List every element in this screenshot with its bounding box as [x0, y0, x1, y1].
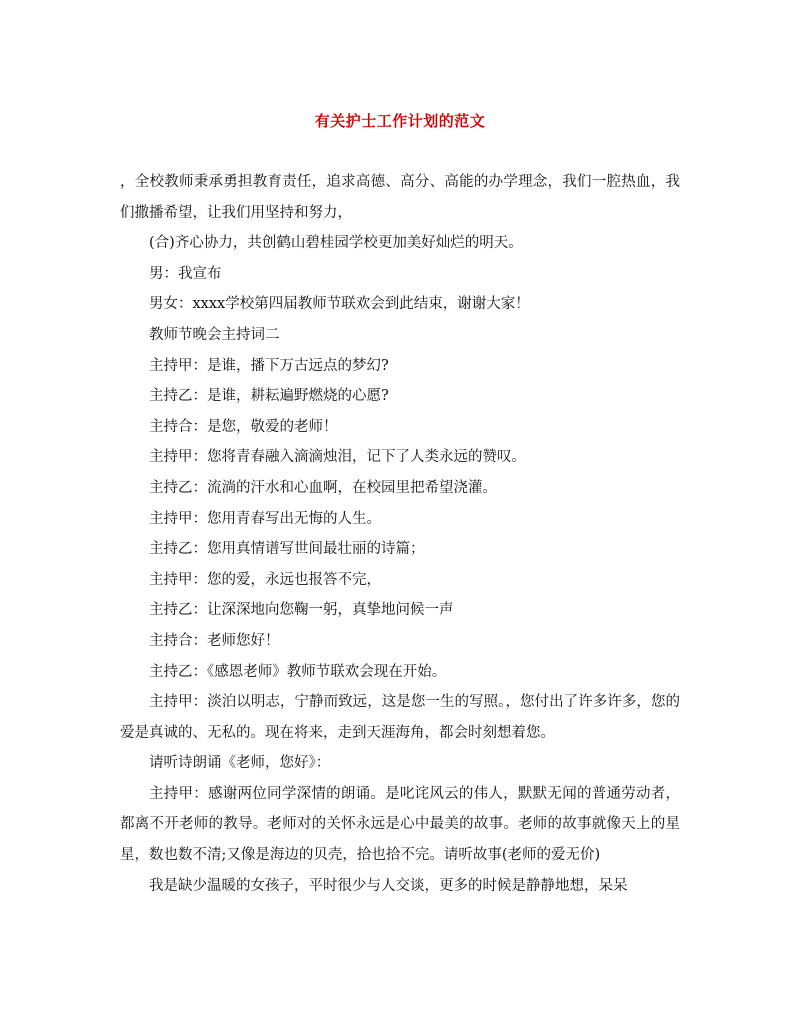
- paragraph: ，全校教师秉承勇担教育责任，追求高德、高分、高能的办学理念，我们一腔热血，我们撒播希望，让我们用坚持和努力，: [120, 174, 680, 221]
- paragraph: 主持乙：《感恩老师》教师节联欢会现在开始。: [149, 663, 447, 680]
- paragraph: 男女：xxxx学校第四届教师节联欢会到此结束，谢谢大家！: [149, 296, 530, 313]
- paragraph: (合)齐心协力，共创鹤山碧桂园学校更加美好灿烂的明天。: [149, 235, 523, 252]
- paragraph: 主持甲：淡泊以明志，宁静而致远，这是您一生的写照。，您付出了许多许多，您的爱是真诚的、无私的。现在将来，走到天涯海角，都会时刻想着您。: [120, 694, 680, 741]
- paragraph: 主持乙：让深深地向您鞠一躬，真挚地问候一声: [149, 602, 454, 619]
- paragraph: 男：我宣布: [149, 265, 222, 282]
- paragraph: 主持甲：感谢两位同学深情的朗诵。是叱诧风云的伟人，默默无闻的普通劳动者，都离不开老师的教导。老师对的关怀永远是心中最美的故事。老师的故事就像天上的星星，数也数不清;又像是海边的贝壳，拾也拾不完。请听故事(老师的爱无价): [120, 785, 680, 864]
- paragraph: 主持甲：您将青春融入滴滴烛泪，记下了人类永远的赞叹。: [149, 449, 526, 466]
- paragraph: 主持乙：您用真情谱写世间最壮丽的诗篇；: [149, 541, 425, 558]
- document-title: 有关护士工作计划的范文: [314, 112, 486, 130]
- paragraph: 主持乙：流淌的汗水和心血啊，在校园里把希望浇灌。: [149, 479, 497, 496]
- paragraph: 主持甲：您用青春写出无悔的人生。: [149, 510, 381, 527]
- paragraph: 主持甲：是谁，播下万古远点的梦幻?: [149, 357, 389, 374]
- paragraph: 主持合：老师您好！: [149, 632, 280, 649]
- paragraph: 请听诗朗诵《老师，您好》：: [149, 755, 331, 772]
- document-body: [120, 167, 680, 901]
- paragraph: 教师节晚会主持词二: [149, 326, 280, 343]
- paragraph: 主持合：是您，敬爱的老师！: [149, 418, 338, 435]
- paragraph: 我是缺少温暖的女孩子，平时很少与人交谈，更多的时候是静静地想，呆呆: [149, 877, 628, 894]
- paragraph: 主持甲：您的爱，永远也报答不完，: [149, 571, 381, 588]
- paragraph: 主持乙：是谁，耕耘遍野燃烧的心愿?: [149, 388, 389, 405]
